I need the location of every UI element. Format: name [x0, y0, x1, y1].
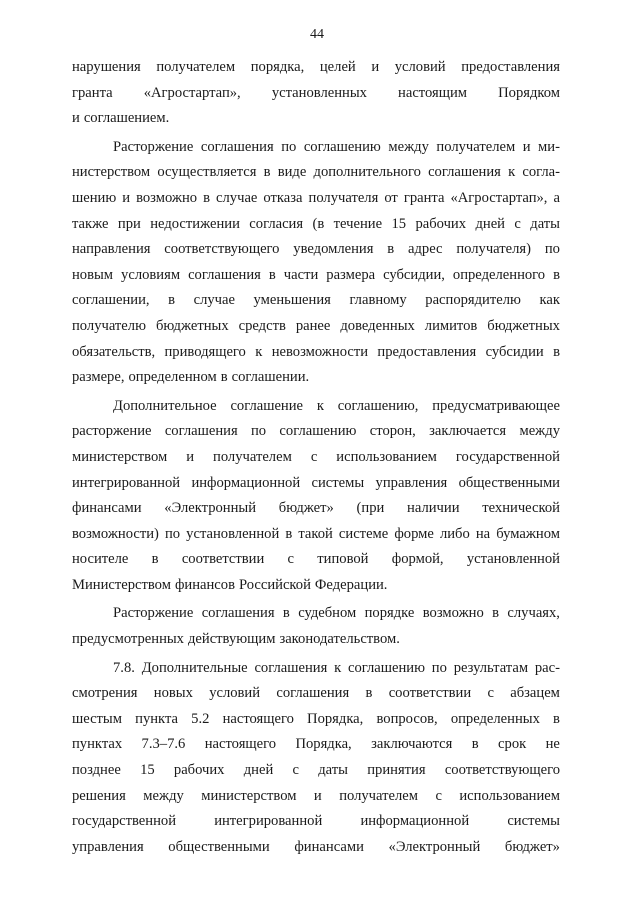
text-line: нарушения получателем порядка, целей и условий предоставления [72, 59, 560, 75]
text-line: интегрированной информационной системы управления общественными [72, 474, 560, 491]
text-line: 7.8. Дополнительные соглашения к соглашению по результатам рас- [113, 659, 560, 676]
paragraph [72, 601, 560, 652]
text-line: соглашении, в случае уменьшения главному распорядителю как [72, 292, 560, 309]
text-line: направления соответствующего уведомления в адрес получателя) по [72, 241, 560, 258]
text-line: шению и возможно в случае отказа получателя от гранта «Агростартап», а [72, 189, 560, 206]
text-line: размере, определенном в соглашении. [72, 369, 310, 386]
text-line: позднее 15 рабочих дней с даты принятия соответствующего [72, 762, 560, 779]
page-number: 44 [310, 27, 324, 42]
text-line: финансами «Электронный бюджет» (при наличии технической [72, 500, 560, 517]
text-line: также при недостижении согласия (в течение 15 рабочих дней с даты [72, 215, 560, 232]
text-line: предусмотренных действующим законодательством. [72, 631, 400, 648]
text-line: расторжение соглашения по соглашению сторон, заключается между [72, 423, 560, 440]
text-line: обязательств, приводящего к невозможности предоставления субсидии в [72, 343, 560, 360]
paragraph [72, 394, 560, 599]
text-line: и соглашением. [72, 110, 170, 127]
text-line: возможности) по установленной в такой системе форме либо на бумажном [72, 525, 560, 542]
text-line: решения между министерством и получателем с использованием [72, 787, 560, 804]
text-line: получателю бюджетных средств ранее доведенных лимитов бюджетных [72, 317, 560, 334]
text-line: Министерством финансов Российской Федерации. [72, 576, 388, 593]
text-line: шестым пункта 5.2 настоящего Порядка, вопросов, определенных в [72, 710, 560, 727]
text-line: Расторжение соглашения в судебном порядке возможно в случаях, [113, 605, 560, 622]
text-line: Дополнительное соглашение к соглашению, предусматривающее [113, 397, 560, 414]
text-line: гранта «Агростартап», установленных настоящим Порядком [72, 84, 560, 101]
paragraph [72, 135, 560, 391]
text-line: новым условиям соглашения в части размера субсидии, определенного в [72, 266, 560, 283]
text-line: управления общественными финансами «Электронный бюджет» [72, 838, 560, 855]
text-line: смотрения новых условий соглашения в соответствии с абзацем [72, 685, 560, 702]
text-line: Расторжение соглашения по соглашению между получателем и ми- [113, 138, 560, 155]
paragraph [72, 55, 560, 132]
document-body [72, 55, 560, 860]
text-line: носителе в соответствии с типовой формой, установленной [72, 551, 560, 568]
text-line: пунктах 7.3–7.6 настоящего Порядка, заключаются в срок не [72, 736, 560, 753]
paragraph [72, 656, 560, 861]
text-line: нистерством осуществляется в виде дополнительного соглашения к согла- [72, 164, 560, 181]
text-line: министерством и получателем с использованием государственной [72, 448, 560, 465]
text-line: государственной интегрированной информационной системы [72, 813, 560, 830]
